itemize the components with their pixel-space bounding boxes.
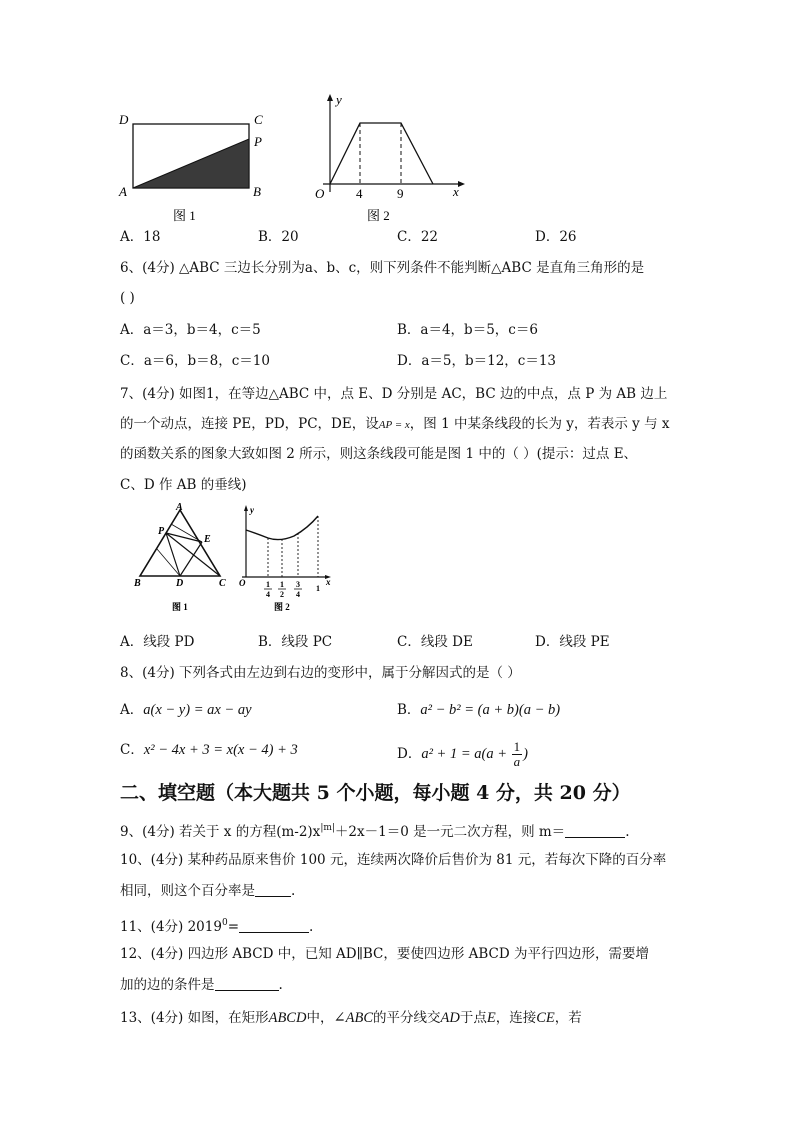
q8-option-b[interactable] xyxy=(397,700,560,720)
label-p: P xyxy=(158,526,165,537)
q13-line1 xyxy=(120,1008,582,1028)
tick-three-quarter-num: 3 xyxy=(296,580,300,589)
q8-option-d-label: D． xyxy=(397,746,422,762)
q11-superscript: 0 xyxy=(221,918,228,928)
q9-part2: ＋2x－1＝0 是一元二次方程，则 m＝ xyxy=(334,824,566,840)
tick-three-quarter-den: 4 xyxy=(296,590,300,599)
fig2-caption: 图 2 xyxy=(367,208,390,223)
tick-quarter-num: 1 xyxy=(266,580,270,589)
q8-option-d[interactable] xyxy=(397,740,528,769)
q11-part1: 11、(4分) 2019 xyxy=(120,919,222,935)
q13-math-angle: ∠ABC xyxy=(333,1010,373,1026)
label-a: A xyxy=(119,184,127,199)
q7-stem-line1: 7、(4分) 如图1，在等边△ABC 中，点 E、D 分别是 AC，BC 边的中点，点 P 为 AB 边上 xyxy=(120,386,668,402)
q8-option-a-expr: a(x − y) = ax − ay xyxy=(143,702,252,718)
q13-math-e: E xyxy=(486,1010,496,1026)
q8-option-c-label: C． xyxy=(120,742,144,758)
label-d: D xyxy=(119,112,129,127)
perp-e xyxy=(171,524,202,542)
label-o: O xyxy=(315,186,325,201)
label-b: B xyxy=(253,184,261,199)
tick-quarter-den: 4 xyxy=(266,590,270,599)
x-axis-arrow xyxy=(458,181,465,187)
tick-one: 1 xyxy=(316,584,320,593)
q7-stem-line4: C、D 作 AB 的垂线) xyxy=(120,477,247,493)
q5-option-d[interactable]: D．26 xyxy=(535,229,577,245)
q6-stem-line1: 6、(4分) △ABC 三边长分别为a、b、c，则下列条件不能判断△ABC 是直角三角形的是 xyxy=(120,260,645,276)
q9-part1: 9、(4分) 若关于 x 的方程(m-2)x xyxy=(120,824,321,840)
q11-part2: = xyxy=(227,919,239,935)
q9-answer-blank[interactable] xyxy=(565,823,625,838)
label-a: A xyxy=(176,502,183,513)
q7-line2-math: AP = x xyxy=(378,419,410,431)
q7-figure-1 xyxy=(122,502,234,616)
label-y: y xyxy=(250,505,254,515)
q10-end: . xyxy=(291,883,296,899)
label-p: P xyxy=(254,134,262,149)
q8-option-d-close: ) xyxy=(523,746,528,762)
q6-option-a[interactable]: A．a＝3，b＝4，c＝5 xyxy=(120,322,261,338)
q5-option-c[interactable]: C．22 xyxy=(397,229,439,245)
fig1-caption: 图 1 xyxy=(172,602,188,612)
q6-stem-line2: ( ) xyxy=(120,290,135,306)
q8-option-c[interactable] xyxy=(120,740,298,760)
q10-answer-blank[interactable] xyxy=(255,882,291,897)
y-axis-arrow xyxy=(244,505,248,511)
q11 xyxy=(120,913,313,937)
tick-9: 9 xyxy=(397,186,404,201)
q13-part1: 13、(4分) 如图，在矩形 xyxy=(120,1010,269,1026)
q7-stem-line2 xyxy=(120,414,670,435)
q5-option-b[interactable]: B．20 xyxy=(258,229,299,245)
label-e: E xyxy=(204,534,211,545)
shaded-triangle-apb xyxy=(133,139,249,188)
function-curve xyxy=(246,516,318,540)
q7-stem-line3: 的函数关系的图象大致如图 2 所示，则这条线段可能是图 1 中的（ ）(提示：过点 E、 xyxy=(120,446,638,462)
label-b: B xyxy=(134,578,141,589)
q8-stem: 8、(4分) 下列各式由左边到右边的变形中，属于分解因式的是（ ） xyxy=(120,665,521,681)
q13-part4: 于点 xyxy=(459,1010,487,1026)
q10-line1: 10、(4分) 某种药品原来售价 100 元，连续两次降价后售价为 81 元，若每次下降的百分率 xyxy=(120,852,667,868)
tick-half-num: 1 xyxy=(280,580,284,589)
label-d: D xyxy=(176,578,184,589)
q6-option-d[interactable]: D．a＝5，b＝12，c＝13 xyxy=(397,353,557,369)
q5-option-a[interactable]: A．18 xyxy=(120,229,161,245)
q5-figure-2 xyxy=(305,90,475,226)
q13-part5: ，连接 xyxy=(495,1010,537,1026)
q8-option-a-label: A． xyxy=(120,702,144,718)
label-x: x xyxy=(326,577,331,587)
q8-option-b-label: B． xyxy=(397,702,421,718)
q13-math-ad: AD xyxy=(440,1010,460,1026)
q7-figure-2 xyxy=(236,504,336,616)
q13-math-ce: CE xyxy=(536,1010,555,1026)
q6-option-b[interactable]: B．a＝4，b＝5，c＝6 xyxy=(397,322,538,338)
q9-end: . xyxy=(625,824,630,840)
q6-option-c[interactable]: C．a＝6，b＝8，c＝10 xyxy=(120,353,270,369)
q11-answer-blank[interactable] xyxy=(239,918,309,933)
q10-line2-text: 相同，则这个百分率是 xyxy=(120,883,255,899)
label-y: y xyxy=(336,92,342,107)
section-2-heading: 二、填空题（本大题共 5 个小题，每小题 4 分，共 20 分） xyxy=(120,782,631,804)
q12-line2-text: 加的边的条件是 xyxy=(120,977,215,993)
q12-line1: 12、(4分) 四边形 ABCD 中，已知 AD∥BC，要使四边形 ABCD 为平行四边形，需要增 xyxy=(120,946,650,962)
function-graph xyxy=(330,123,433,184)
q11-end: . xyxy=(309,919,314,935)
q7-line2-part1: 的一个动点，连接 PE，PD，PC，DE，设 xyxy=(120,416,379,432)
q13-part6: ，若 xyxy=(554,1010,582,1026)
label-x: x xyxy=(453,184,459,199)
tick-4: 4 xyxy=(356,186,363,201)
q7-option-a[interactable]: A．线段 PD xyxy=(120,634,195,650)
q8-option-d-expr: a² + 1 = a(a + xyxy=(421,746,511,762)
fig1-caption: 图 1 xyxy=(173,208,196,223)
perp-d xyxy=(157,549,180,576)
q5-figure-1 xyxy=(115,108,275,226)
fig2-caption: 图 2 xyxy=(274,602,290,612)
q8-option-d-fraction xyxy=(512,740,523,769)
q9 xyxy=(120,818,629,842)
q7-line2-part2: ，图 1 中某条线段的长为 y，若表示 y 与 x xyxy=(409,416,670,432)
q8-option-a[interactable] xyxy=(120,700,252,720)
q7-option-c[interactable]: C．线段 DE xyxy=(397,634,473,650)
q7-option-b[interactable]: B．线段 PC xyxy=(258,634,333,650)
tick-half-den: 2 xyxy=(280,590,284,599)
q7-option-d[interactable]: D．线段 PE xyxy=(535,634,610,650)
q12-end: . xyxy=(278,977,283,993)
q8-option-c-expr: x² − 4x + 3 = x(x − 4) + 3 xyxy=(143,742,298,758)
q10-line2 xyxy=(120,881,295,901)
label-c: C xyxy=(254,112,263,127)
q13-part3: 的平分线交 xyxy=(373,1010,441,1026)
q13-math-abcd: ABCD xyxy=(268,1010,307,1026)
q12-line2 xyxy=(120,975,283,995)
y-axis-arrow xyxy=(327,94,333,101)
q12-answer-blank[interactable] xyxy=(215,976,279,991)
q8-fraction-denominator: a xyxy=(513,754,521,769)
segment-pd xyxy=(166,533,180,576)
label-c: C xyxy=(219,578,226,589)
q9-superscript: |m| xyxy=(320,823,335,833)
label-o: O xyxy=(239,578,246,588)
q8-option-b-expr: a² − b² = (a + b)(a − b) xyxy=(420,702,561,718)
q13-part2: 中， xyxy=(306,1010,334,1026)
q8-fraction-numerator: 1 xyxy=(513,739,521,754)
